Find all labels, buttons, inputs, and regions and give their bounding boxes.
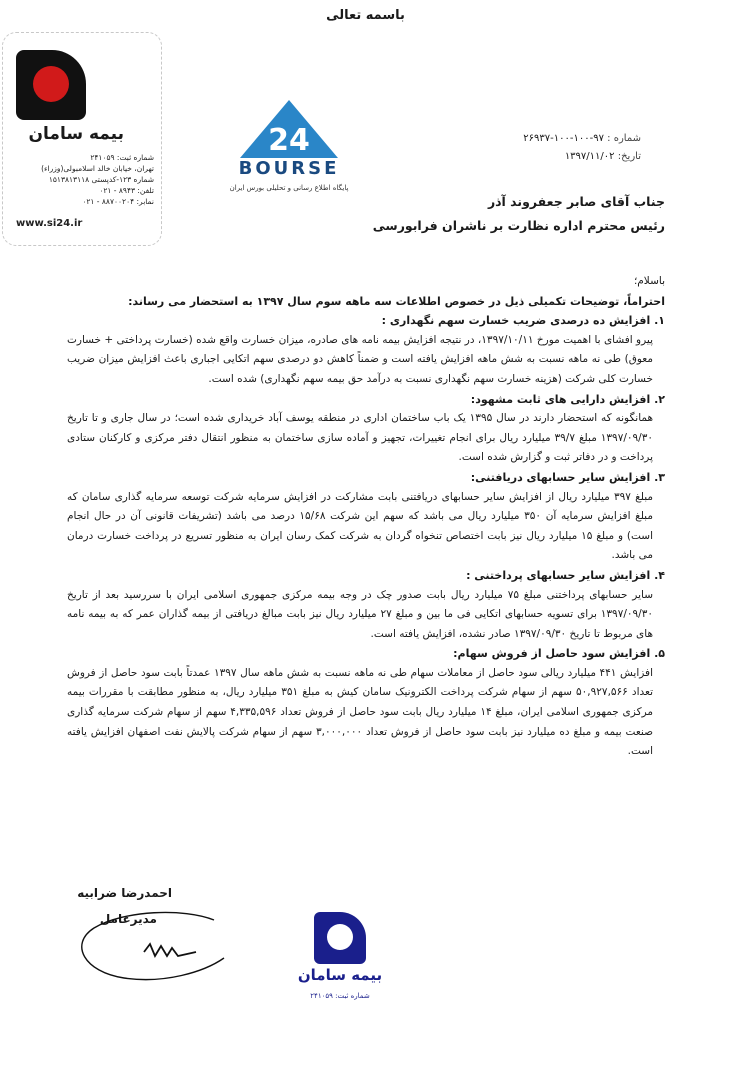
svg-text:24: 24 [268, 123, 310, 158]
company-name: بیمه سامان [28, 124, 124, 144]
section-number: ۲. [654, 392, 665, 406]
section-text: همانگونه که استحضار دارند در سال ۱۳۹۵ یک باب ساختمان اداری در منطقه یوسف آباد خریداری شده است؛ در سال جاری و تا تاریخ ۱۳۹۷/۰۹/۳۰ مبلغ ۳۹/۷ میلیارد ریال برای انجام تغییرات، تجهیز و آماده سازی ساختمان به منظور انتقال دفتر مرکزی و کارکنان ستادی پرداخت و در دفاتر ثبت و گزارش شده است. [67, 412, 654, 464]
section-title: افزایش سود حاصل از فروش سهام: [453, 647, 651, 661]
company-website: www.si24.ir [16, 218, 83, 229]
address-line: شماره ۱۲۳-کدپستی ۱۵۱۳۸۱۳۱۱۸ [48, 175, 154, 184]
bourse-wordmark: BOURSE [238, 158, 340, 179]
letter-body [67, 272, 665, 762]
company-address [14, 152, 154, 207]
section-number: ۵. [654, 647, 665, 661]
section-heading [67, 311, 665, 331]
stamp-registration: شماره ثبت: ۲۴۱۰۵۹ [310, 992, 370, 1000]
section-text: سایر حسابهای پرداختنی مبلغ ۷۵ میلیارد ریال بابت صدور چک در وجه بیمه مرکزی جمهوری اسلامی ایران با سررسید بعد از تاریخ ۱۳۹۷/۰۹/۳۰ برای تسویه حسابهای اتکایی فی ما بین و مبلغ ۲۷ میلیارد ریال نیز بابت مبالغ دریافتی از بیمه گذاران عمر که به بیمه نامه های مربوط تا تاریخ ۱۳۹۷/۰۹/۳۰ صادر نشده، افزایش یافته است. [67, 588, 653, 640]
recipient-title: رئیس محترم اداره نظارت بر ناشران فرابورسی [372, 218, 665, 233]
section-number: ۱. [654, 314, 665, 328]
section-text: پیرو افشای با اهمیت مورخ ۱۳۹۷/۱۰/۱۱، در نتیجه افزایش بیمه نامه های صادره، میزان خسارت واقع شده (خسارت پرداختی + خسارت معوق) طی نه ماهه نسبت به شش ماهه افزایش یافته است و ضمناً کاهش دو درصدی سهم اتکایی اجباری باعث افزایش میزان ضریب خسارت کلی شرکت (هزینه خسارت سهم نگهداری نسبت به درآمد حق بیمه سهم نگهداری) شده است. [67, 333, 653, 385]
document-heading: باسمه تعالی [326, 8, 405, 23]
section-text: مبلغ ۳۹۷ میلیارد ریال از افزایش سایر حسابهای دریافتنی بابت مشارکت در افزایش سرمایه شرکت توسعه سرمایه گذاری سامان که مبلغ افزایش سرمایه آن ۳۵۰ میلیارد ریال می باشد که سهم این شرکت ۱۵/۶۸ درصد می باشد (تشریفات قانونی آن در حال انجام است) و مبلغ ۱۵ میلیارد ریال نیز بابت اختصاص تنخواه گردان به شرکت کمک رسان ایران به منظور تسریع در پرداخت خسارت درمان می باشد. [67, 490, 654, 562]
signatory-name: احمدرضا ضرابیه [77, 886, 172, 900]
address-line: شماره ثبت: ۲۴۱۰۵۹ [90, 153, 154, 162]
date-label: تاریخ: [617, 151, 641, 162]
signatory-title: مدیرعامل [99, 912, 157, 926]
section-heading [67, 390, 665, 410]
section-title: افزایش دارایی های ثابت مشهود: [470, 392, 651, 406]
section-heading [67, 566, 665, 586]
section-title: افزایش سایر حسابهای دریافتنی: [470, 470, 651, 484]
letter-number: ۹۷-۱۰۰-۱۰۰-۲۶۹۳۷ [523, 133, 604, 144]
section-number: ۳. [654, 470, 665, 484]
handwritten-signature [64, 900, 244, 990]
stamp-company-name: بیمه سامان [297, 966, 383, 984]
letter-date: ۱۳۹۷/۱۱/۰۲ [564, 151, 615, 162]
section-title: افزایش سایر حسابهای پرداختنی : [466, 568, 651, 582]
section-title: افزایش ده درصدی ضریب خسارت سهم نگهداری : [381, 314, 651, 328]
section-number: ۴. [654, 568, 665, 582]
bourse-tagline: پایگاه اطلاع رسانی و تحلیلی بورس ایران [229, 184, 349, 192]
section-heading [67, 644, 665, 664]
intro-paragraph: احتراماً، توضیحات تکمیلی ذیل در خصوص اطلاعات سه ماهه سوم سال ۱۳۹۷ به استحضار می رساند: [128, 294, 665, 308]
address-line: تلفن: ۸۹۴۳ - ۰۲۱ [99, 186, 154, 195]
address-line: نمابر: ۸۸۷۰۰۲۰۴ - ۰۲۱ [82, 197, 154, 206]
section-text: افزایش ۴۴۱ میلیارد ریالی سود حاصل از معاملات سهام طی نه ماهه نسبت به شش ماهه سال ۱۳۹۷ عمدتاً بابت سود حاصل از فروش تعداد ۵۰,۹۲۷,۵۶۶ سهم از سهام شرکت پرداخت الکترونیک سامان کیش به مبلغ ۳۵۱ میلیارد ریال، به منظور مطابقت با مقررات بیمه مرکزی جمهوری اسلامی ایران، مبلغ ۱۴ میلیارد ریال بابت سود حاصل از فروش تعداد ۴,۳۳۵,۵۹۶ سهم از سهام شرکت سرمایه گذاری صنعت بیمه و مبلغ ده میلیارد نیز بابت سود حاصل از فروش تعداد ۳,۰۰۰,۰۰۰ سهم از سهام شرکت پالایش نفت اصفهان افزایش یافته است. [67, 666, 654, 758]
recipient-block [165, 190, 665, 238]
greeting: باسلام؛ [633, 275, 665, 287]
number-label: شماره : [607, 133, 641, 144]
stamp-logo-icon [314, 912, 366, 964]
recipient-name: جناب آقای صابر جعفروند آذر [487, 194, 665, 209]
section-heading [67, 468, 665, 488]
company-logo-icon [16, 50, 86, 120]
address-line: تهران، خیابان خالد اسلامبولی(وزراء) [41, 164, 154, 173]
letter-meta [341, 130, 641, 166]
